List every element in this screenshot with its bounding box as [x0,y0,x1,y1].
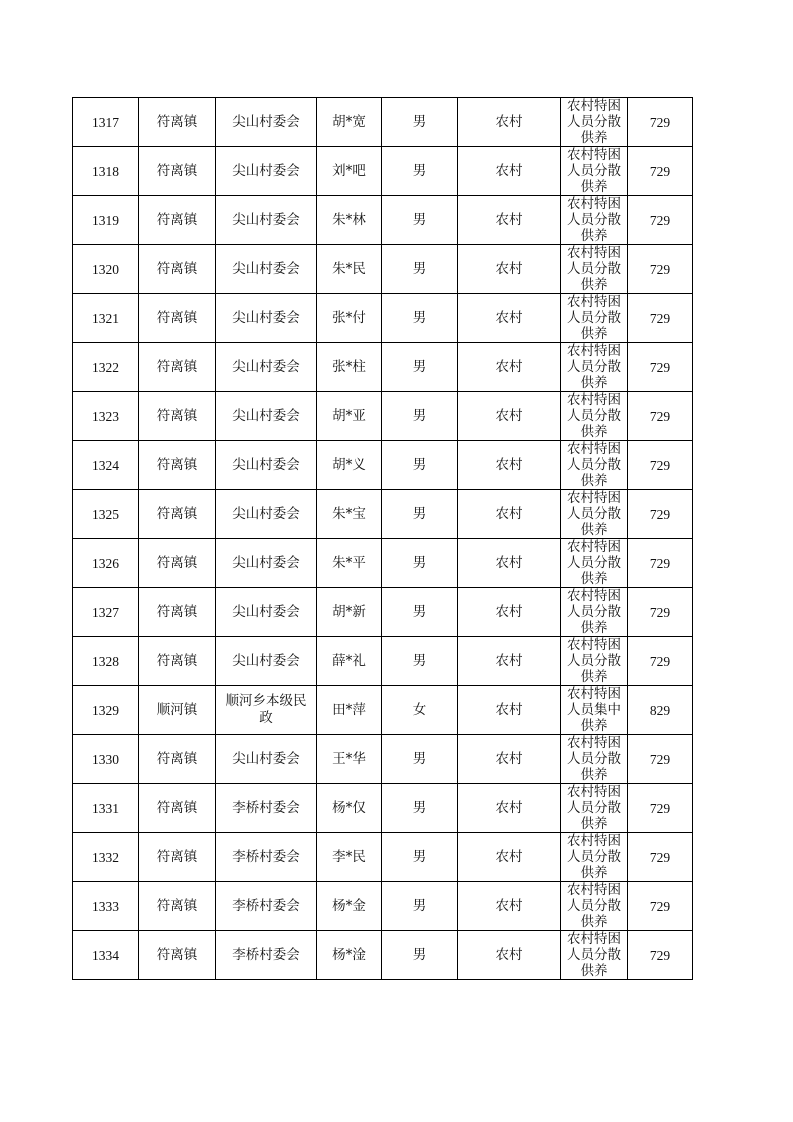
support-category-text: 农村特困人员集中供养 [567,686,621,734]
support-category-text: 农村特困人员分散供养 [567,784,621,832]
cell-residence-type: 农村 [458,294,561,343]
support-category-text: 农村特困人员分散供养 [567,343,621,391]
cell-town: 符离镇 [139,784,216,833]
cell-residence-type: 农村 [458,98,561,147]
cell-amount: 729 [628,735,693,784]
cell-amount: 729 [628,147,693,196]
cell-village: 尖山村委会 [216,588,317,637]
cell-village: 尖山村委会 [216,245,317,294]
cell-person-name: 张*柱 [317,343,382,392]
cell-gender: 男 [382,735,458,784]
cell-serial-number: 1323 [73,392,139,441]
cell-village: 尖山村委会 [216,294,317,343]
table-row [73,588,693,637]
cell-amount: 729 [628,833,693,882]
support-category-text: 农村特困人员分散供养 [567,637,621,685]
cell-serial-number: 1331 [73,784,139,833]
cell-serial-number: 1332 [73,833,139,882]
cell-village: 尖山村委会 [216,392,317,441]
relief-recipients-table [72,97,693,980]
cell-person-name: 田*萍 [317,686,382,735]
cell-serial-number: 1318 [73,147,139,196]
support-category-text: 农村特困人员分散供养 [567,196,621,244]
cell-town: 符离镇 [139,392,216,441]
cell-amount: 729 [628,245,693,294]
cell-town: 符离镇 [139,490,216,539]
support-category-text: 农村特困人员分散供养 [567,147,621,195]
cell-residence-type: 农村 [458,637,561,686]
cell-village: 尖山村委会 [216,147,317,196]
cell-support-category [561,490,628,539]
cell-gender: 男 [382,784,458,833]
support-category-text: 农村特困人员分散供养 [567,735,621,783]
cell-amount: 729 [628,294,693,343]
cell-gender: 女 [382,686,458,735]
cell-person-name: 杨*淦 [317,931,382,980]
cell-town: 符离镇 [139,637,216,686]
table-row [73,539,693,588]
cell-support-category [561,784,628,833]
cell-residence-type: 农村 [458,343,561,392]
cell-amount: 729 [628,98,693,147]
support-category-text: 农村特困人员分散供养 [567,98,621,146]
cell-village: 李桥村委会 [216,833,317,882]
cell-amount: 729 [628,784,693,833]
cell-person-name: 杨*仅 [317,784,382,833]
cell-town: 符离镇 [139,882,216,931]
table-row [73,441,693,490]
cell-gender: 男 [382,392,458,441]
cell-gender: 男 [382,588,458,637]
cell-town: 顺河镇 [139,686,216,735]
cell-gender: 男 [382,147,458,196]
cell-town: 符离镇 [139,735,216,784]
cell-town: 符离镇 [139,245,216,294]
support-category-text: 农村特困人员分散供养 [567,490,621,538]
cell-village: 顺河乡本级民政 [216,686,317,735]
cell-residence-type: 农村 [458,588,561,637]
table-row [73,343,693,392]
cell-person-name: 胡*亚 [317,392,382,441]
cell-village: 尖山村委会 [216,637,317,686]
cell-person-name: 朱*民 [317,245,382,294]
cell-amount: 729 [628,343,693,392]
cell-support-category [561,539,628,588]
cell-residence-type: 农村 [458,147,561,196]
cell-residence-type: 农村 [458,196,561,245]
cell-amount: 729 [628,196,693,245]
cell-gender: 男 [382,294,458,343]
cell-person-name: 杨*金 [317,882,382,931]
cell-support-category [561,196,628,245]
table-row [73,490,693,539]
cell-person-name: 李*民 [317,833,382,882]
cell-village: 尖山村委会 [216,539,317,588]
cell-town: 符离镇 [139,833,216,882]
cell-residence-type: 农村 [458,539,561,588]
cell-town: 符离镇 [139,588,216,637]
cell-support-category [561,294,628,343]
cell-support-category [561,931,628,980]
table-body [73,98,693,980]
support-category-text: 农村特困人员分散供养 [567,245,621,293]
support-category-text: 农村特困人员分散供养 [567,588,621,636]
support-category-text: 农村特困人员分散供养 [567,441,621,489]
cell-amount: 729 [628,539,693,588]
cell-person-name: 朱*林 [317,196,382,245]
cell-village: 尖山村委会 [216,735,317,784]
cell-person-name: 胡*新 [317,588,382,637]
cell-residence-type: 农村 [458,392,561,441]
cell-serial-number: 1324 [73,441,139,490]
cell-gender: 男 [382,931,458,980]
cell-support-category [561,882,628,931]
cell-residence-type: 农村 [458,833,561,882]
cell-serial-number: 1328 [73,637,139,686]
cell-serial-number: 1333 [73,882,139,931]
cell-person-name: 王*华 [317,735,382,784]
cell-support-category [561,735,628,784]
support-category-text: 农村特困人员分散供养 [567,882,621,930]
cell-support-category [561,343,628,392]
cell-residence-type: 农村 [458,784,561,833]
cell-residence-type: 农村 [458,931,561,980]
cell-gender: 男 [382,882,458,931]
cell-gender: 男 [382,490,458,539]
table-row [73,637,693,686]
cell-serial-number: 1334 [73,931,139,980]
cell-residence-type: 农村 [458,882,561,931]
cell-serial-number: 1319 [73,196,139,245]
table-row [73,98,693,147]
cell-village: 李桥村委会 [216,931,317,980]
cell-serial-number: 1322 [73,343,139,392]
cell-person-name: 薛*礼 [317,637,382,686]
cell-support-category [561,637,628,686]
cell-village: 尖山村委会 [216,98,317,147]
table-row [73,735,693,784]
cell-town: 符离镇 [139,931,216,980]
cell-residence-type: 农村 [458,686,561,735]
table-row [73,931,693,980]
cell-support-category [561,147,628,196]
cell-amount: 729 [628,441,693,490]
support-category-text: 农村特困人员分散供养 [567,539,621,587]
cell-serial-number: 1329 [73,686,139,735]
cell-support-category [561,245,628,294]
cell-serial-number: 1327 [73,588,139,637]
cell-amount: 729 [628,637,693,686]
document-page [72,97,692,980]
cell-person-name: 张*付 [317,294,382,343]
cell-amount: 729 [628,882,693,931]
cell-serial-number: 1317 [73,98,139,147]
cell-serial-number: 1320 [73,245,139,294]
cell-serial-number: 1321 [73,294,139,343]
cell-residence-type: 农村 [458,735,561,784]
cell-support-category [561,686,628,735]
cell-person-name: 胡*宽 [317,98,382,147]
support-category-text: 农村特困人员分散供养 [567,294,621,342]
table-row [73,196,693,245]
cell-village: 李桥村委会 [216,882,317,931]
cell-village: 尖山村委会 [216,196,317,245]
table-row [73,833,693,882]
cell-amount: 729 [628,392,693,441]
table-row [73,392,693,441]
cell-amount: 729 [628,931,693,980]
cell-serial-number: 1325 [73,490,139,539]
cell-town: 符离镇 [139,539,216,588]
cell-village: 尖山村委会 [216,441,317,490]
cell-gender: 男 [382,833,458,882]
cell-gender: 男 [382,196,458,245]
cell-town: 符离镇 [139,294,216,343]
cell-gender: 男 [382,441,458,490]
cell-serial-number: 1326 [73,539,139,588]
cell-gender: 男 [382,343,458,392]
cell-serial-number: 1330 [73,735,139,784]
cell-person-name: 朱*宝 [317,490,382,539]
cell-support-category [561,588,628,637]
cell-gender: 男 [382,98,458,147]
table-row [73,882,693,931]
cell-person-name: 朱*平 [317,539,382,588]
table-row [73,245,693,294]
cell-support-category [561,98,628,147]
cell-support-category [561,833,628,882]
support-category-text: 农村特困人员分散供养 [567,392,621,440]
cell-gender: 男 [382,637,458,686]
cell-town: 符离镇 [139,196,216,245]
cell-village: 尖山村委会 [216,343,317,392]
cell-town: 符离镇 [139,441,216,490]
cell-amount: 729 [628,490,693,539]
table-row [73,686,693,735]
support-category-text: 农村特困人员分散供养 [567,833,621,881]
cell-village: 尖山村委会 [216,490,317,539]
table-row [73,294,693,343]
cell-person-name: 刘*吧 [317,147,382,196]
cell-support-category [561,441,628,490]
cell-town: 符离镇 [139,98,216,147]
cell-amount: 829 [628,686,693,735]
cell-amount: 729 [628,588,693,637]
table-row [73,784,693,833]
support-category-text: 农村特困人员分散供养 [567,931,621,979]
table-row [73,147,693,196]
cell-gender: 男 [382,245,458,294]
cell-support-category [561,392,628,441]
cell-residence-type: 农村 [458,441,561,490]
cell-gender: 男 [382,539,458,588]
cell-residence-type: 农村 [458,245,561,294]
cell-town: 符离镇 [139,343,216,392]
cell-town: 符离镇 [139,147,216,196]
cell-residence-type: 农村 [458,490,561,539]
cell-person-name: 胡*义 [317,441,382,490]
cell-village: 李桥村委会 [216,784,317,833]
